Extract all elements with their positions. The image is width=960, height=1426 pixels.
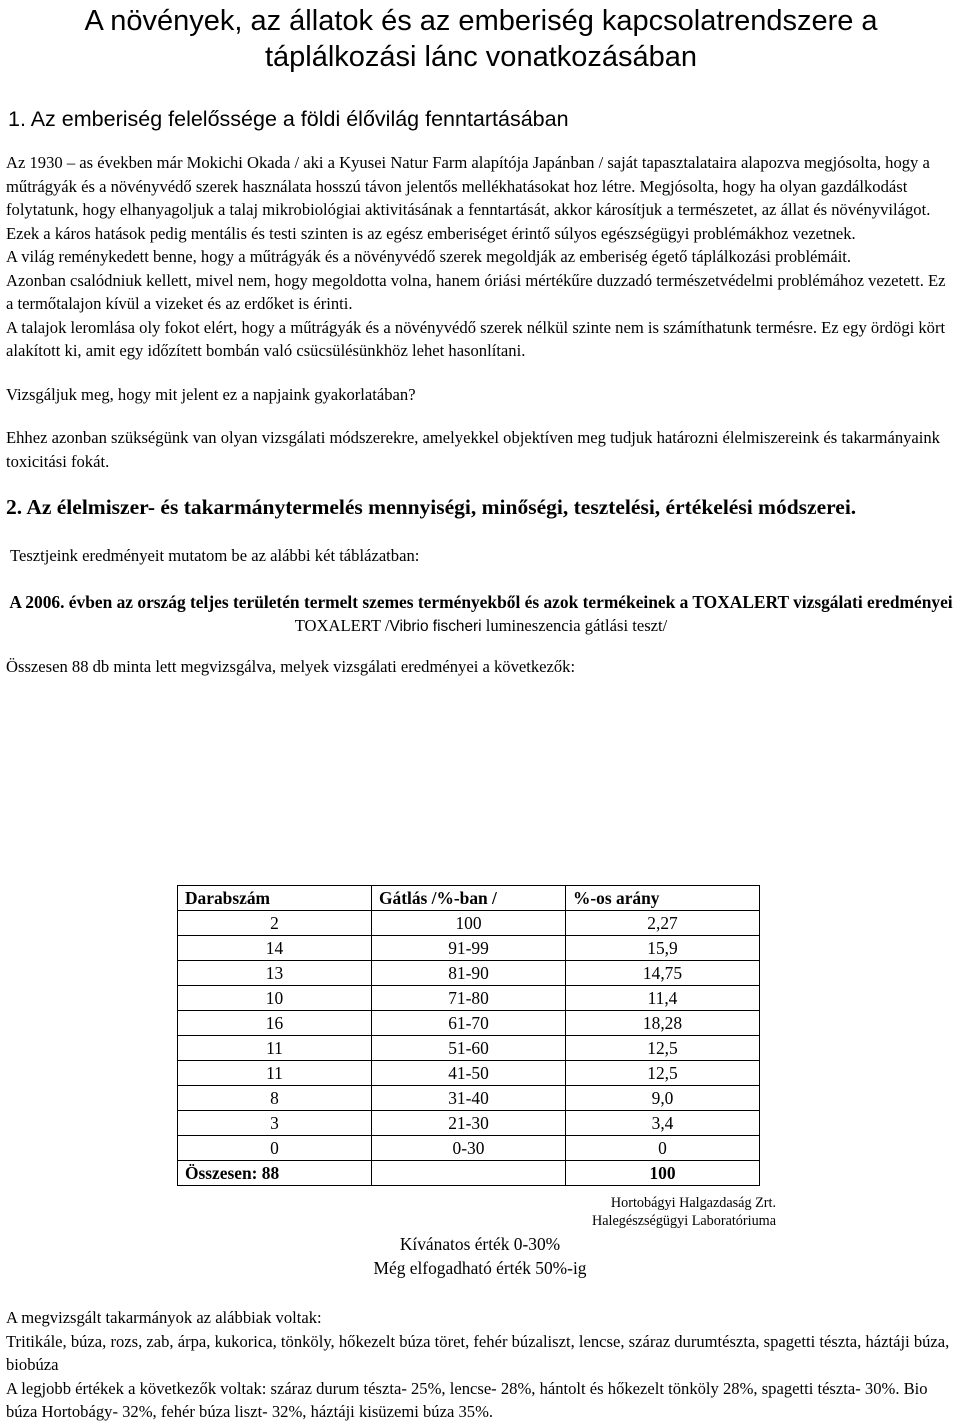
- cell-inhibition: 91-99: [372, 936, 566, 961]
- table-subtitle: [6, 614, 956, 638]
- cell-count: 13: [178, 961, 372, 986]
- table-row: [178, 1036, 760, 1061]
- paragraph-intro-b: Megjósolta, hogy ha olyan gazdálkodást folytatunk, hogy elhanyagoljuk a talaj mikrobiológiai aktivitásának a fenntartását, akkor károsítjuk a természetet, az állat és növényvilágot.: [6, 176, 931, 219]
- cell-inhibition: 71-80: [372, 986, 566, 1011]
- cell-ratio: 3,4: [566, 1111, 760, 1136]
- acceptable-value: Még elfogadható érték 50%-ig: [373, 1258, 587, 1278]
- table-row: [178, 986, 760, 1011]
- table-row: [178, 1136, 760, 1161]
- cell-count: 0: [178, 1136, 372, 1161]
- paragraph-disappointment: Azonban csalódniuk kellett, mivel nem, hogy megoldotta volna, hanem óriási mértékűre duzzadó természetvédelmi problémához vezetett. Ez a termőtalajon kívül a vizeket és az erdőket is érinti.: [6, 270, 946, 313]
- cell-count: 11: [178, 1036, 372, 1061]
- feeds-list: Tritikále, búza, rozs, zab, árpa, kukorica, tönköly, hőkezelt búza töret, fehér búzaliszt, lencse, száraz durumtészta, spagetti tészta, háztáji búza, biobúza: [6, 1331, 950, 1374]
- feeds-section: [6, 1306, 956, 1424]
- cell-ratio: 18,28: [566, 1011, 760, 1036]
- document-title: A növények, az állatok és az emberiség kapcsolatrendszere a táplálkozási lánc vonatkozásában: [84, 5, 878, 73]
- cell-ratio: 12,5: [566, 1061, 760, 1086]
- table-row: [178, 936, 760, 961]
- feeds-best: A legjobb értékek a következők voltak: száraz durum tészta- 25%, lencse- 28%, hántolt és hőkezelt tönköly 28%, spagetti tészta- 30%. Bio búza Hortobágy- 32%, fehér búza liszt- 32%, háztáji kisüzemi búza 35%.: [6, 1378, 928, 1421]
- cell-inhibition: 41-50: [372, 1061, 566, 1086]
- desired-value: Kívánatos érték 0-30%: [399, 1234, 561, 1254]
- paragraph-intro-c: Ezek a káros hatások pedig mentális és testi szinten is az egész emberiséget érintő súlyos egészségügyi problémákhoz vezetnek.: [6, 223, 856, 243]
- cell-count: 2: [178, 911, 372, 936]
- table-row: [178, 1011, 760, 1036]
- cell-ratio: 11,4: [566, 986, 760, 1011]
- table-row: [178, 961, 760, 986]
- paragraph-intro-a: Az 1930 – as években már Mokichi Okada / aki a Kyusei Natur Farm alapítója Japánban / saját tapasztalataira alapozva megjósolta, hogy a műtrágyák és a növényvédő szerek használata hosszú távon jelentős mellékhatásokat hoz létre.: [6, 153, 930, 196]
- cell-ratio: 9,0: [566, 1086, 760, 1111]
- table-row: [178, 1061, 760, 1086]
- sample-count: Összesen 88 db minta lett megvizsgálva, melyek vizsgálati eredményei a következők:: [6, 656, 576, 676]
- cell-inhibition: 100: [372, 911, 566, 936]
- total-inhibition: [372, 1161, 566, 1186]
- feeds-intro: A megvizsgált takarmányok az alábbiak voltak:: [6, 1308, 322, 1327]
- cell-ratio: 12,5: [566, 1036, 760, 1061]
- cell-inhibition: 31-40: [372, 1086, 566, 1111]
- table-row: [178, 1111, 760, 1136]
- cell-inhibition: 51-60: [372, 1036, 566, 1061]
- paragraph-methods: Ehhez azonban szükségünk van olyan vizsgálati módszerekre, amelyekkel objektíven meg tudjuk határozni élelmiszereink és takarmányaink toxicitási fokát.: [6, 428, 940, 471]
- cell-inhibition: 21-30: [372, 1111, 566, 1136]
- requirements: [330, 1232, 630, 1280]
- cell-count: 10: [178, 986, 372, 1011]
- table-row: [178, 911, 760, 936]
- paragraph-hope: A világ reménykedett benne, hogy a műtrágyák és a növényvédő szerek megoldják az emberiség égető táplálkozási problémáit.: [6, 247, 852, 266]
- lab-line2: Halegészségügyi Laboratóriuma: [592, 1213, 776, 1229]
- cell-count: 14: [178, 936, 372, 961]
- cell-ratio: 2,27: [566, 911, 760, 936]
- table-header-row: [178, 886, 760, 911]
- cell-count: 16: [178, 1011, 372, 1036]
- cell-ratio: 15,9: [566, 936, 760, 961]
- table-title: A 2006. évben az ország teljes területén termelt szemes terményekből és azok termékeinek a TOXALERT vizsgálati eredményei: [9, 591, 953, 612]
- total-ratio: 100: [566, 1161, 760, 1186]
- lab-credit: [541, 1194, 776, 1230]
- total-label: Összesen: 88: [178, 1161, 372, 1186]
- lab-line1: Hortobágyi Halgazdaság Zrt.: [610, 1195, 776, 1211]
- paragraph-soil: A talajok leromlása oly fokot elért, hogy a műtrágyák és a növényvédő szerek nélkül szinte nem is számíthatunk termésre. Ez egy ördögi kört alakított ki, amit egy időzített bombán való csücsülésünkhöz lehet hasonlítani.: [6, 317, 946, 360]
- cell-count: 8: [178, 1086, 372, 1111]
- cell-count: 11: [178, 1061, 372, 1086]
- cell-inhibition: 0-30: [372, 1136, 566, 1161]
- header-cell: %-os arány: [566, 886, 760, 911]
- header-cell: Darabszám: [178, 886, 372, 911]
- section2-heading: 2. Az élelmiszer- és takarmánytermelés mennyiségi, minőségi, tesztelési, értékelési módszerei.: [6, 495, 857, 519]
- cell-inhibition: 81-90: [372, 961, 566, 986]
- cell-count: 3: [178, 1111, 372, 1136]
- tests-intro: Tesztjeink eredményeit mutatom be az alábbi két táblázatban:: [10, 546, 420, 565]
- table-subtitle-c: lumineszencia gátlási teszt/: [481, 615, 668, 635]
- table-total-row: [178, 1161, 760, 1186]
- document-page: [6, 0, 956, 678]
- paragraph-intro: [6, 151, 956, 245]
- table-subtitle-a: TOXALERT /: [294, 615, 390, 635]
- section1-heading: 1. Az emberiség felelőssége a földi élővilág fenntartásában: [8, 107, 569, 131]
- table-row: [178, 1086, 760, 1111]
- results-table: [177, 885, 760, 1186]
- cell-ratio: 14,75: [566, 961, 760, 986]
- table-subtitle-vibrio: Vibrio fischeri: [389, 617, 482, 635]
- header-cell: Gátlás /%-ban /: [372, 886, 566, 911]
- cell-ratio: 0: [566, 1136, 760, 1161]
- cell-inhibition: 61-70: [372, 1011, 566, 1036]
- question-text: Vizsgáljuk meg, hogy mit jelent ez a napjaink gyakorlatában?: [6, 384, 416, 404]
